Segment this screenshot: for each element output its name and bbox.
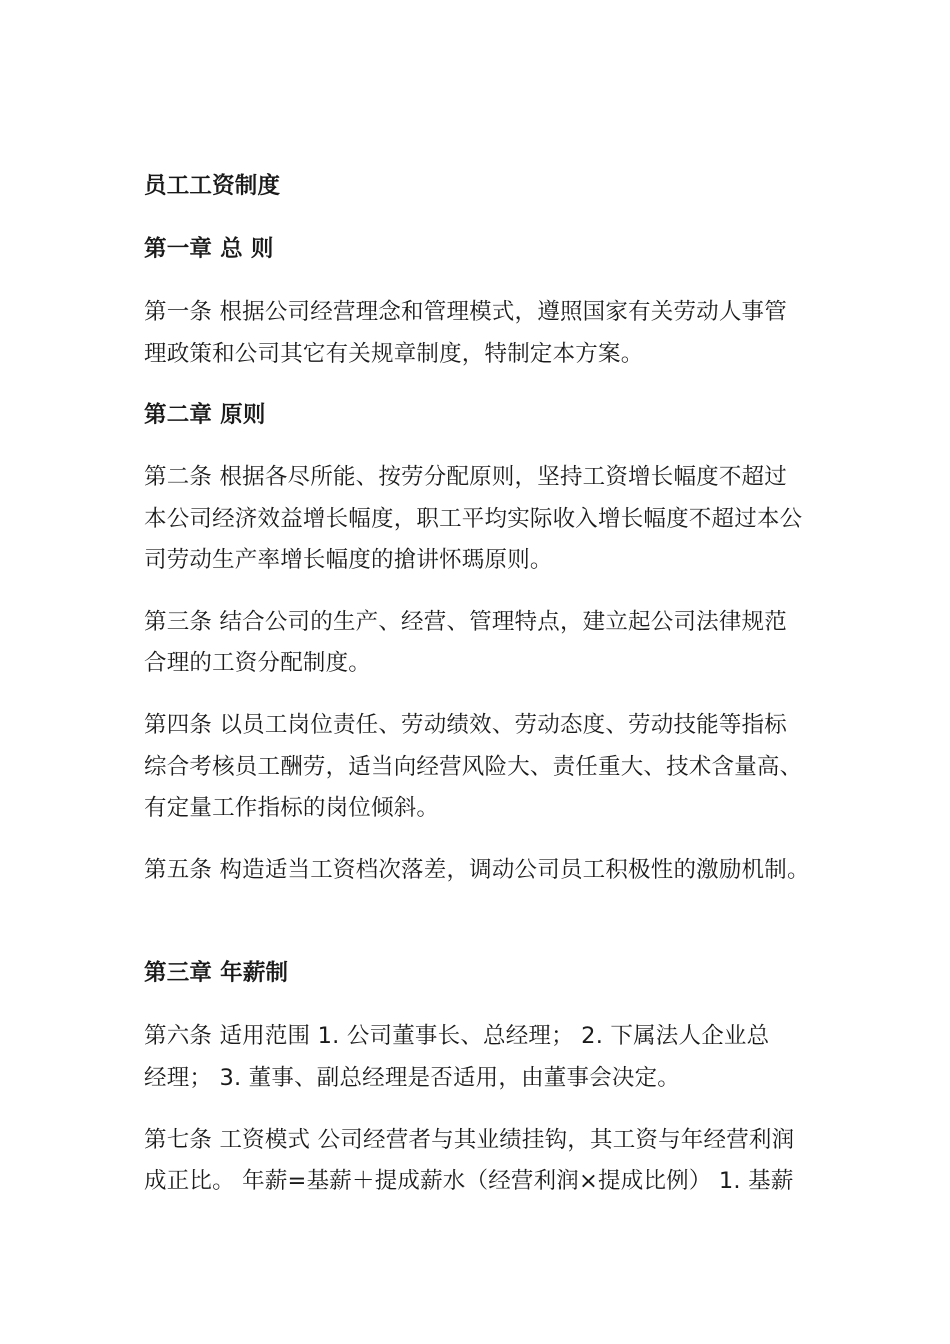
chapter-3-heading: 第三章 年薪制 [144, 960, 289, 986]
article-6-line-1: 第六条 适用范围 1. 公司董事长、总经理； 2. 下属法人企业总 [144, 1023, 770, 1049]
article-4-line-1: 第四条 以员工岗位责任、劳动绩效、劳动态度、劳动技能等指标 [144, 712, 787, 738]
article-3-line-2: 合理的工资分配制度。 [144, 650, 372, 676]
document-title: 员工工资制度 [144, 173, 281, 199]
article-2-line-2: 本公司经济效益增长幅度，职工平均实际收入增长幅度不超过本公 [144, 506, 803, 532]
chapter-2-heading: 第二章 原则 [144, 402, 266, 428]
article-6-line-2: 经理； 3. 董事、副总经理是否适用，由董事会决定。 [144, 1065, 680, 1091]
article-2-line-1: 第二条 根据各尽所能、按劳分配原则，坚持工资增长幅度不超过 [144, 464, 787, 490]
article-7-line-1: 第七条 工资模式 公司经营者与其业绩挂钩，其工资与年经营利润 [144, 1127, 795, 1153]
article-1-line-2: 理政策和公司其它有关规章制度，特制定本方案。 [144, 341, 644, 367]
article-2-line-3: 司劳动生产率增长幅度的搶讲怀瑪原则。 [144, 547, 553, 573]
article-5-line-1: 第五条 构造适当工资档次落差，调动公司员工积极性的激励机制。 [144, 857, 810, 883]
chapter-1-heading: 第一章 总 则 [144, 236, 274, 262]
article-7-line-2: 成正比。 年薪=基薪＋提成薪水（经营利润×提成比例） 1. 基薪 [144, 1168, 794, 1194]
article-3-line-1: 第三条 结合公司的生产、经营、管理特点，建立起公司法律规范 [144, 609, 787, 635]
article-4-line-2: 综合考核员工酬劳，适当向经营风险大、责任重大、技术含量高、 [144, 754, 803, 780]
article-4-line-3: 有定量工作指标的岗位倾斜。 [144, 795, 440, 821]
article-1-line-1: 第一条 根据公司经营理念和管理模式，遵照国家有关劳动人事管 [144, 299, 787, 325]
